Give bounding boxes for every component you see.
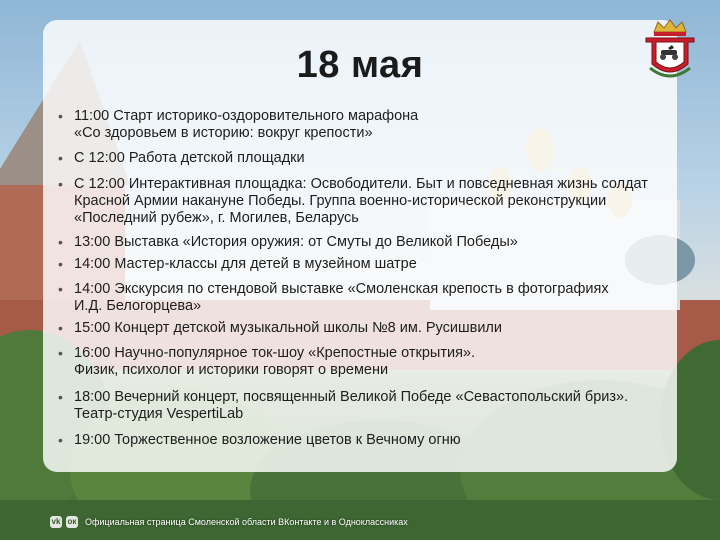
event-item: • 15:00 Концерт детской музыкальной школы №8 им. Русишвили — [58, 320, 502, 336]
event-text: 15:00 Концерт детской музыкальной школы №8 им. Русишвили — [74, 320, 502, 336]
smolensk-coat-of-arms-icon — [644, 18, 696, 84]
event-text: 13:00 Выставка «История оружия: от Смуты до Великой Победы» — [74, 234, 518, 250]
footer-text: Официальная страница Смоленской области ВКонтакте и в Одноклассниках — [85, 517, 408, 527]
page-title: 18 мая — [296, 44, 424, 86]
footer — [50, 515, 408, 529]
event-item: • 13:00 Выставка «История оружия: от Смуты до Великой Победы» — [58, 234, 518, 250]
vk-icon[interactable]: vk — [51, 517, 61, 526]
event-text: 11:00 Старт историко-оздоровительного марафона «Со здоровьем в историю: вокруг крепости» — [74, 108, 419, 141]
event-item: • 19:00 Торжественное возложение цветов к Вечному огню — [58, 432, 461, 448]
event-item: • 18:00 Вечерний концерт, посвященный Великой Победе «Севастопольский бриз». Театр-студия VespertiLab — [58, 389, 629, 422]
event-item: • С 12:00 Интерактивная площадка: Освободители. Быт и повседневная жизнь солдат Красной Армии накануне Победы. Группа военно-исторической реконструкции «Последний рубеж», г. Могилев, Беларусь — [58, 176, 648, 226]
event-text: 14:00 Экскурсия по стендовой выставке «Смоленская крепость в фотографиях И.Д. Белогорцева» — [74, 281, 609, 314]
event-item: • С 12:00 Работа детской площадки — [58, 150, 305, 166]
event-text: С 12:00 Работа детской площадки — [74, 150, 305, 166]
event-item: • 16:00 Научно-популярное ток-шоу «Крепостные открытия». Физик, психолог и историки говорят о времени — [58, 345, 476, 378]
event-item: • 14:00 Мастер-классы для детей в музейном шатре — [58, 256, 417, 272]
event-text: 16:00 Научно-популярное ток-шоу «Крепостные открытия». Физик, психолог и историки говорят о времени — [74, 345, 476, 378]
event-text: 19:00 Торжественное возложение цветов к Вечному огню — [74, 432, 461, 448]
event-text: 18:00 Вечерний концерт, посвященный Великой Победе «Севастопольский бриз». Театр-студия VespertiLab — [74, 389, 629, 422]
odnoklassniki-icon[interactable]: ок — [67, 517, 77, 526]
event-item: • 14:00 Экскурсия по стендовой выставке «Смоленская крепость в фотографиях И.Д. Белогорцева» — [58, 281, 609, 314]
event-list — [58, 108, 688, 449]
event-text: С 12:00 Интерактивная площадка: Освободители. Быт и повседневная жизнь солдат Красной Армии накануне Победы. Группа военно-исторической реконструкции «Последний рубеж», г. Могилев, Беларусь — [74, 176, 648, 226]
event-text: 14:00 Мастер-классы для детей в музейном шатре — [74, 256, 417, 272]
event-item: • 11:00 Старт историко-оздоровительного марафона «Со здоровьем в историю: вокруг крепости» — [58, 108, 419, 141]
